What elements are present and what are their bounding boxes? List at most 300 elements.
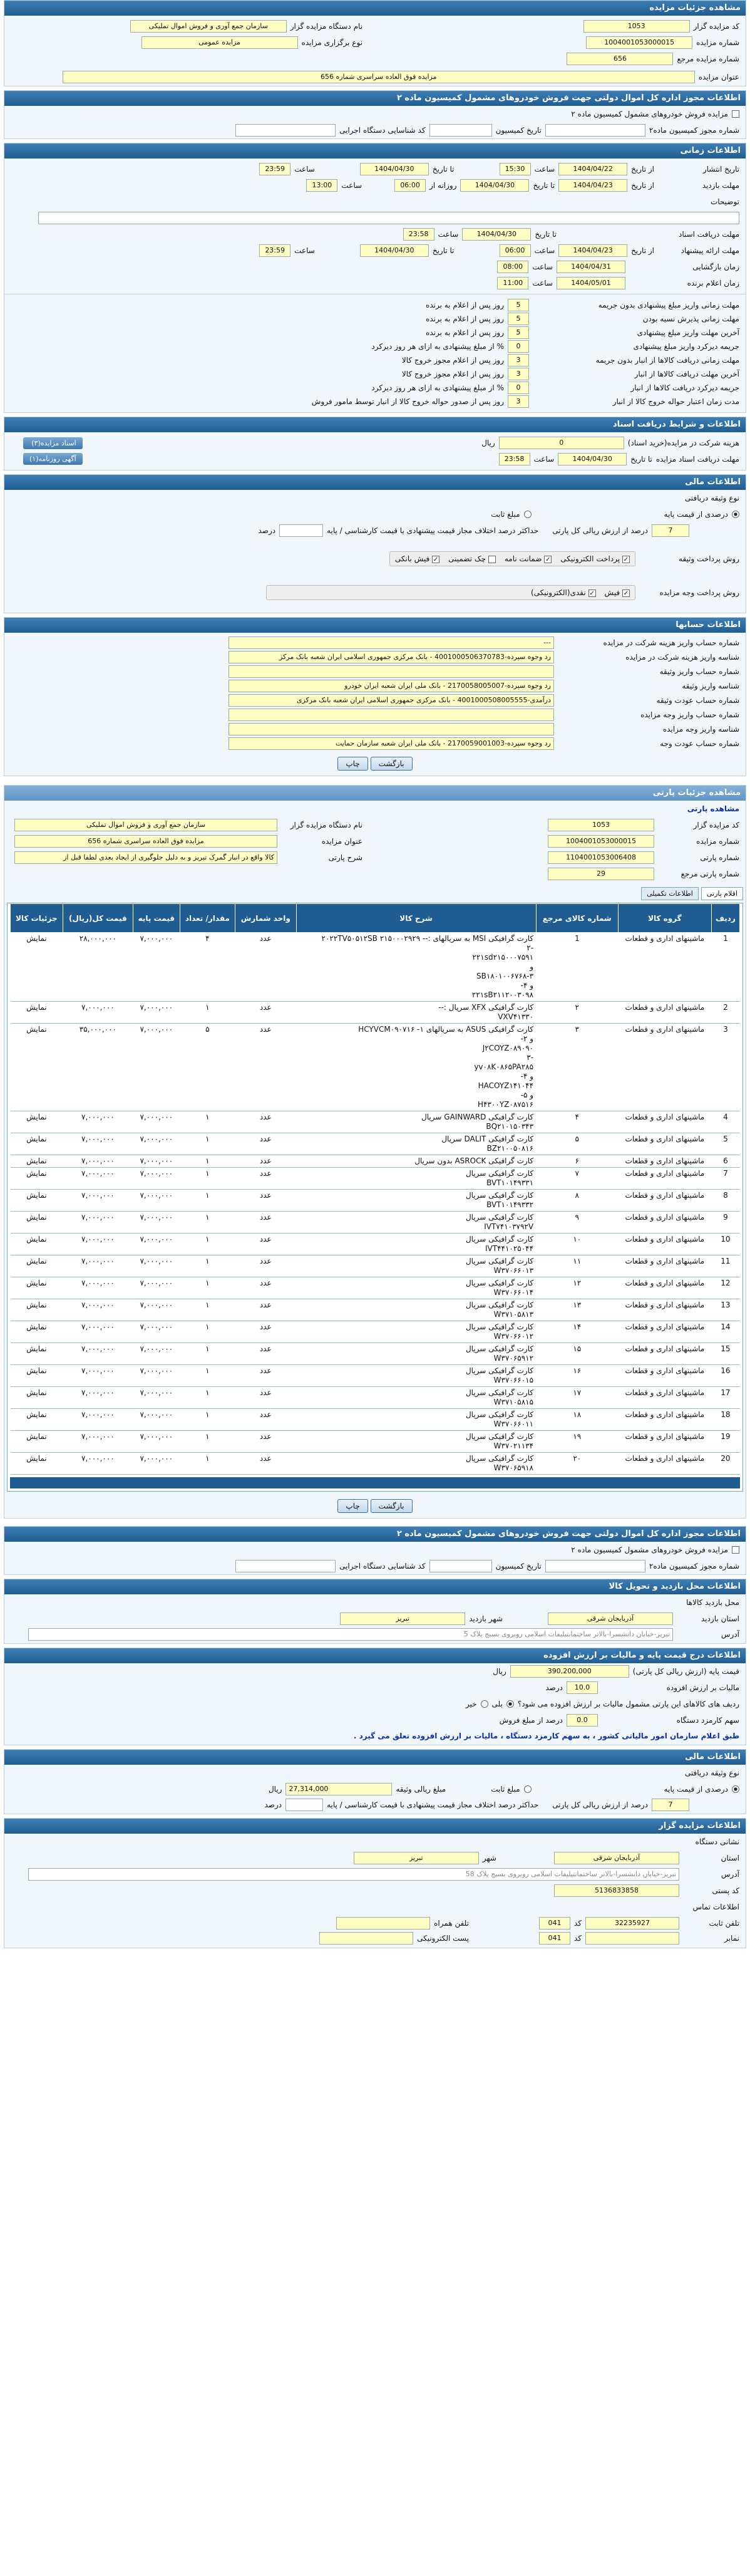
cell-p: ۷,۰۰۰,۰۰۰ <box>133 1365 180 1387</box>
cell-t: ۷,۰۰۰,۰۰۰ <box>63 1409 133 1431</box>
party-back-button[interactable]: بازگشت <box>371 1499 413 1513</box>
rule-label: آخرین مهلت واریز مبلغ پیشنهادی <box>637 328 739 337</box>
label: فیش <box>604 588 620 597</box>
vat-note: طبق اعلام سازمان امور مالیاتی کشور ، به سهم کارمزد دستگاه ، مالیات بر ارزش افزوده تعلق می گیرد . <box>353 1731 739 1740</box>
cell-q: ۱ <box>180 1453 235 1475</box>
base-price-field: 390,200,000 <box>510 1665 629 1678</box>
label: کد مزایده گزار <box>693 22 739 31</box>
account-row <box>4 722 746 736</box>
license2-section <box>4 1526 746 1575</box>
cell-p: ۷,۰۰۰,۰۰۰ <box>133 1321 180 1343</box>
cell-p: ۷,۰۰۰,۰۰۰ <box>133 1024 180 1111</box>
cell-t: ۷,۰۰۰,۰۰۰ <box>63 1255 133 1277</box>
commission-date-field <box>429 124 492 137</box>
cell-q: ۴ <box>180 933 235 1002</box>
label: از تاریخ <box>631 165 654 174</box>
account-row <box>4 693 746 707</box>
cell-g: ماشینهای اداری و قطعات <box>618 1255 711 1277</box>
cell-u: عدد <box>235 1190 296 1212</box>
finance2-section <box>4 1749 746 1814</box>
cell-p: ۷,۰۰۰,۰۰۰ <box>133 1168 180 1190</box>
column-header: قیمت کل(ریال) <box>63 904 133 933</box>
section-header: اطلاعات محل بازدید و تحویل کالا <box>4 1579 746 1594</box>
commission-checkbox[interactable] <box>732 110 739 118</box>
cell-d: کارت گرافیکی سریال BVT۱۰۱۴۹۳۳۱ <box>296 1168 536 1190</box>
cell-g: ماشینهای اداری و قطعات <box>618 933 711 1002</box>
cell-t: ۷,۰۰۰,۰۰۰ <box>63 1002 133 1024</box>
cell-t: ۷,۰۰۰,۰۰۰ <box>63 1190 133 1212</box>
account-label: شماره حساب واریز وجه مزایده <box>640 710 739 719</box>
cell-d: کارت گرافیکی سریال W۳۷۰۶۶۰۱۴ <box>296 1277 536 1299</box>
cell-r: ۲۰ <box>536 1453 618 1475</box>
label: کد مزایده گزار <box>693 821 739 829</box>
subsection-title: مشاهده پارتی <box>687 804 739 813</box>
show-link[interactable]: نمایش <box>11 1321 63 1343</box>
cash-checkbox[interactable] <box>588 589 596 597</box>
table-row <box>11 1212 740 1233</box>
cell-p: ۷,۰۰۰,۰۰۰ <box>133 1002 180 1024</box>
label: هزینه شرکت در مزایده(خرید اسناد) <box>627 439 739 447</box>
timing-rule-row <box>4 298 746 312</box>
cell-g: ماشینهای اداری و قطعات <box>618 1277 711 1299</box>
label: ریال <box>481 439 495 447</box>
section-header: اطلاعات مزایده گزار <box>4 1819 746 1834</box>
account-label: شناسه واریز وجه مزایده <box>662 724 739 734</box>
winner-date: 1404/05/01 <box>557 277 625 289</box>
label: تا تاریخ <box>630 455 652 464</box>
receipt-checkbox[interactable] <box>622 589 630 597</box>
cell-u: عدد <box>235 1365 296 1387</box>
label: اطلاعات تماس <box>692 1903 739 1911</box>
rule-value: 5 <box>508 313 529 325</box>
cell-r: ۱۱ <box>536 1255 618 1277</box>
table-row <box>11 1409 740 1431</box>
cell-n: 19 <box>711 1431 739 1453</box>
cell-p: ۷,۰۰۰,۰۰۰ <box>133 1409 180 1431</box>
account-row <box>4 650 746 664</box>
cell-u: عدد <box>235 1321 296 1343</box>
account-value: درآمدی-4001000508005555 - بانک مرکزی جمهوری اسلامی ایران شعبه بانک مرکزی <box>229 694 554 707</box>
visit-from-date: 1404/04/23 <box>558 179 627 192</box>
label: نوع وثیقه دریافتی <box>684 494 739 502</box>
show-link[interactable]: نمایش <box>11 1365 63 1387</box>
label: ساعت <box>532 279 553 288</box>
show-link[interactable]: نمایش <box>11 1168 63 1190</box>
rule-unit: روز پس از اعلام به برنده <box>426 328 504 337</box>
label: سهم کارمزد دستگاه <box>676 1716 739 1725</box>
cell-r: 1 <box>536 933 618 1002</box>
cell-d: کارت گرافیکی سریال IVT۴۴۱۰۲۵۰۴۴ <box>296 1233 536 1255</box>
cell-d: کارت گرافیکی سریال W۳۷۰۶۶۰۱۳ <box>296 1255 536 1277</box>
label: زمان بازگشایی <box>692 262 739 271</box>
account-row <box>4 707 746 722</box>
account-row <box>4 664 746 678</box>
accounts-list <box>4 633 746 753</box>
cell-p: ۷,۰۰۰,۰۰۰ <box>133 1190 180 1212</box>
cell-g: ماشینهای اداری و قطعات <box>618 1024 711 1111</box>
cheque-checkbox[interactable] <box>488 556 496 563</box>
rule-label: آخرین مهلت دریافت کالاها از انبار <box>634 370 739 378</box>
cell-g: ماشینهای اداری و قطعات <box>618 1409 711 1431</box>
mobile-field <box>336 1917 430 1929</box>
label: ساعت <box>533 455 555 464</box>
label: چک تضمینی <box>448 554 486 563</box>
label: قیمت پایه (ارزش ریالی کل پارتی) <box>632 1667 739 1676</box>
section-header: اطلاعات مالی <box>4 1750 746 1765</box>
label: استان <box>721 1854 739 1862</box>
cell-t: ۷,۰۰۰,۰۰۰ <box>63 1133 133 1155</box>
winner-time: 11:00 <box>497 277 528 289</box>
cell-t: ۷,۰۰۰,۰۰۰ <box>63 1321 133 1343</box>
timing-rules <box>4 294 746 412</box>
cell-u: عدد <box>235 1431 296 1453</box>
visit-province-field: آذربایجان شرقی <box>548 1613 673 1625</box>
label: حداکثر درصد اختلاف مجاز قیمت پیشنهادی با قیمت کارشناسی / پایه <box>327 1800 539 1809</box>
seller-province-field: آذربایجان شرقی <box>554 1852 679 1864</box>
cell-t: ۷,۰۰۰,۰۰۰ <box>63 1168 133 1190</box>
tab-extra-info[interactable]: اطلاعات تکمیلی <box>641 887 699 900</box>
vat-no-radio[interactable] <box>481 1700 488 1708</box>
label: ساعت <box>294 165 315 174</box>
section-header: اطلاعات مجوز اداره کل اموال دولتی جهت فروش خودروهای مشمول کمیسیون ماده ۲ <box>4 1527 746 1542</box>
party-print-button[interactable]: چاپ <box>337 1499 367 1513</box>
column-header: شماره کالای مرجع <box>536 904 618 933</box>
bank-receipt-checkbox[interactable] <box>432 556 439 563</box>
cell-d: کارت گرافیکی سریال W۳۷۰۶۶۰۱۵ <box>296 1365 536 1387</box>
label: تاریخ انتشار <box>702 165 739 174</box>
column-header: جزئیات کالا <box>11 904 63 933</box>
rule-value: 5 <box>508 326 529 339</box>
cell-d: کارت گرافیکی سریال W۳۷۰۶۶۰۱۲ <box>296 1321 536 1343</box>
column-header: مقدار/ تعداد <box>180 904 235 933</box>
label: کد شناسایی دستگاه اجرایی <box>339 126 426 135</box>
cell-d: کارت گرافیکی سریال W۳۷۰۶۵۹۱۸ <box>296 1453 536 1475</box>
rule-unit: روز پس از صدور حواله خروج کالا از انبار توسط مامور فروش <box>311 397 504 406</box>
cell-r: ۱۳ <box>536 1299 618 1321</box>
percent-radio[interactable] <box>732 511 739 518</box>
cell-q: ۱ <box>180 1277 235 1299</box>
label: کد <box>573 1933 582 1943</box>
cell-r: ۱۲ <box>536 1277 618 1299</box>
cell-p: ۷,۰۰۰,۰۰۰ <box>133 1343 180 1365</box>
timing-rule-row <box>4 353 746 367</box>
column-header: ردیف <box>711 904 739 933</box>
label: تا تاریخ <box>432 246 455 255</box>
items-table <box>10 903 740 1475</box>
fax-field <box>585 1932 679 1945</box>
account-value <box>229 709 554 721</box>
table-row <box>11 1453 740 1475</box>
label: مبلغ ثابت <box>491 1785 520 1794</box>
exec2-id-field <box>235 1560 336 1572</box>
label: شهر <box>482 1854 496 1862</box>
party-description: کالا واقع در انبار گمرک تبریز و به دلیل جلوگیری از ایجاد بعدی لطفا قبل از <box>14 851 277 864</box>
label: شماره مجوز کمیسیون ماده۲ <box>649 126 739 135</box>
max-diff-field <box>279 524 323 537</box>
label: درصد <box>258 526 276 535</box>
label: روش پرداخت وثیقه <box>679 554 739 563</box>
account-row <box>4 635 746 650</box>
cell-q: ۱ <box>180 1321 235 1343</box>
cell-g: ماشینهای اداری و قطعات <box>618 1343 711 1365</box>
rule-label: مهلت زمانی واریز مبلغ پیشنهادی بدون جریمه <box>598 301 739 309</box>
rule-label: جریمه دیرکرد واریز مبلغ پیشنهادی <box>633 342 739 351</box>
cell-r: ۶ <box>536 1155 618 1168</box>
table-row <box>11 1365 740 1387</box>
cell-q: ۱ <box>180 1255 235 1277</box>
cell-n: 15 <box>711 1343 739 1365</box>
label: درصدی از قیمت پایه <box>664 1785 728 1794</box>
table-row <box>11 1168 740 1190</box>
show-link[interactable]: نمایش <box>11 1453 63 1475</box>
open-date: 1404/04/31 <box>557 261 625 273</box>
timing-rule-row <box>4 381 746 395</box>
show-link[interactable]: نمایش <box>11 1431 63 1453</box>
location-section <box>4 1579 746 1644</box>
party-auction-number: 1004001053000015 <box>548 835 654 848</box>
show-link[interactable]: نمایش <box>11 1277 63 1299</box>
label: استان بازدید <box>701 1614 739 1623</box>
accounts-section <box>4 617 746 776</box>
label: شماره پارتی <box>700 853 739 862</box>
label: توضیحات <box>710 197 739 206</box>
cell-q: ۱ <box>180 1233 235 1255</box>
cell-t: ۷,۰۰۰,۰۰۰ <box>63 1387 133 1409</box>
cell-q: ۱ <box>180 1343 235 1365</box>
cell-u: عدد <box>235 1002 296 1024</box>
cell-u: عدد <box>235 1343 296 1365</box>
label: زمان اعلام برنده <box>687 279 739 288</box>
cell-r: ۱۷ <box>536 1387 618 1409</box>
label: مهلت ارائه پیشنهاد <box>681 246 739 255</box>
cell-p: ۷,۰۰۰,۰۰۰ <box>133 933 180 1002</box>
show-link[interactable]: نمایش <box>11 1002 63 1024</box>
cell-d: کارت گرافیکی سریال BVT۱۰۱۴۹۳۳۲ <box>296 1190 536 1212</box>
label: خیر <box>465 1700 477 1708</box>
percent2-radio[interactable] <box>732 1785 739 1793</box>
party-tabs <box>4 885 746 903</box>
cell-u: عدد <box>235 1212 296 1233</box>
rule-value: 3 <box>508 395 529 408</box>
table-row <box>11 1277 740 1299</box>
cell-p: ۷,۰۰۰,۰۰۰ <box>133 1431 180 1453</box>
section-header: اطلاعات مالی <box>4 475 746 490</box>
column-header: قیمت پایه <box>133 904 180 933</box>
show-link[interactable]: نمایش <box>11 1387 63 1409</box>
cell-q: ۱ <box>180 1133 235 1155</box>
label: ساعت <box>534 246 555 255</box>
show-link[interactable]: نمایش <box>11 1111 63 1133</box>
cell-g: ماشینهای اداری و قطعات <box>618 1111 711 1133</box>
print-button[interactable]: چاپ <box>337 757 367 771</box>
show-link[interactable]: نمایش <box>11 1024 63 1111</box>
cell-d: کارت گرافیکی ASROCK بدون سریال <box>296 1155 536 1168</box>
label: شرح پارتی <box>328 853 362 862</box>
show-link[interactable]: نمایش <box>11 1190 63 1212</box>
timing-rule-row <box>4 367 746 381</box>
label: تاریخ کمیسیون <box>495 126 542 135</box>
cell-r: ۱۹ <box>536 1431 618 1453</box>
publish-to-time: 23:59 <box>259 163 290 175</box>
cell-t: ۳۵,۰۰۰,۰۰۰ <box>63 1024 133 1111</box>
label: کد شناسایی دستگاه اجرایی <box>339 1562 426 1571</box>
account-value: رد وجوه سپرده-2170059001003 - بانک ملی ایران شعبه سازمان حمایت <box>229 737 554 750</box>
guarantee-letter-checkbox[interactable] <box>544 556 552 563</box>
table-row <box>11 1387 740 1409</box>
offer-to-time: 23:59 <box>259 244 290 257</box>
cell-u: عدد <box>235 1133 296 1155</box>
table-row <box>11 1321 740 1343</box>
label: ساعت <box>532 262 553 271</box>
party-number: 1104001053006408 <box>548 851 654 864</box>
visit-to-time: 13:00 <box>306 179 337 192</box>
cell-u: عدد <box>235 1155 296 1168</box>
label: تا تاریخ <box>533 181 555 190</box>
label: محل بازدید کالاها <box>686 1598 739 1607</box>
table-footer <box>10 1477 740 1488</box>
postal-code-field: 5136833858 <box>554 1884 679 1897</box>
rule-value: 3 <box>508 368 529 380</box>
cell-d: کارت گرافیکی XFX سریال :-- VXV۴۱۳۳۰ <box>296 1002 536 1024</box>
cell-g: ماشینهای اداری و قطعات <box>618 1133 711 1155</box>
show-link[interactable]: نمایش <box>11 1255 63 1277</box>
offer-to-date: 1404/04/30 <box>360 244 429 257</box>
cell-g: ماشینهای اداری و قطعات <box>618 1299 711 1321</box>
cell-d: کارت گرافیکی DALIT سریال BZ۲۱۰۰۵۰۸۱۶ <box>296 1133 536 1155</box>
auctioneer-name-field: سازمان جمع آوری و فروش اموال تملیکی <box>130 20 287 33</box>
cell-d: کارت گرافیکی GAINWARD سریال BQ۲۱۰۱۵۰۳۴۳ <box>296 1111 536 1133</box>
account-label: شناسه واریز هزینه شرکت در مزایده <box>625 652 739 662</box>
cell-r: ۹ <box>536 1212 618 1233</box>
label: آدرس <box>721 1629 739 1639</box>
cell-t: ۷,۰۰۰,۰۰۰ <box>63 1277 133 1299</box>
guarantee-percent-field: 7 <box>652 524 689 537</box>
cell-d: کارت گرافیکی سریال W۳۷۱۰۵۸۱۵ <box>296 1387 536 1409</box>
cell-p: ۷,۰۰۰,۰۰۰ <box>133 1299 180 1321</box>
account-label: شماره حساب واریز هزینه شرکت در مزایده <box>603 638 739 647</box>
cell-r: ۴ <box>536 1111 618 1133</box>
timing-section <box>4 143 746 413</box>
label: تاریخ کمیسیون <box>495 1562 542 1571</box>
label: مبلغ ثابت <box>491 510 520 519</box>
show-link[interactable]: نمایش <box>11 1409 63 1431</box>
cell-g: ماشینهای اداری و قطعات <box>618 1190 711 1212</box>
show-link[interactable]: نمایش <box>11 933 63 1002</box>
cell-n: 18 <box>711 1409 739 1431</box>
timing-rule-row <box>4 326 746 340</box>
show-link[interactable]: نمایش <box>11 1343 63 1365</box>
rule-unit: روز پس از اعلام به برنده <box>426 301 504 309</box>
cell-q: ۱ <box>180 1002 235 1024</box>
cell-q: ۱ <box>180 1212 235 1233</box>
cell-u: عدد <box>235 1024 296 1111</box>
account-label: شماره حساب عودت وثیقه <box>656 695 739 705</box>
cell-n: 9 <box>711 1212 739 1233</box>
cell-r: ۷ <box>536 1168 618 1190</box>
label: ریال <box>268 1785 282 1794</box>
tax-section <box>4 1648 746 1745</box>
show-link[interactable]: نمایش <box>11 1233 63 1255</box>
cell-d: کارت گرافیکی سریال W۳۷۰۲۱۱۳۴ <box>296 1431 536 1453</box>
show-link[interactable]: نمایش <box>11 1155 63 1168</box>
auction-docs-button[interactable]: اسناد مزایده(۳) <box>23 437 83 449</box>
label: شماره پارتی مرجع <box>681 870 739 878</box>
cell-r: ۲ <box>536 1002 618 1024</box>
fixed2-radio[interactable] <box>524 1785 532 1793</box>
label: نقدی(الکترونیکی) <box>530 588 586 597</box>
cell-r: ۱۰ <box>536 1233 618 1255</box>
back-button[interactable]: بازگشت <box>371 757 413 771</box>
cell-u: عدد <box>235 1277 296 1299</box>
cell-g: ماشینهای اداری و قطعات <box>618 1212 711 1233</box>
cell-r: ۱۶ <box>536 1365 618 1387</box>
show-link[interactable]: نمایش <box>11 1212 63 1233</box>
account-value: رد وجوه سپرده-4001000506370783 - بانک مرکزی جمهوری اسلامی ایران شعبه بانک مرکز <box>229 651 554 663</box>
docs-to-time: 23:58 <box>403 228 434 241</box>
account-value <box>229 665 554 678</box>
cell-r: ۳ <box>536 1024 618 1111</box>
label: نمابر <box>724 1933 739 1943</box>
seller-city-field: تبریز <box>354 1852 479 1864</box>
section-header: اطلاعات و شرایط دریافت اسناد <box>4 417 746 432</box>
rule-label: مهلت زمانی دریافت کالاها از انبار بدون جریمه <box>595 356 739 365</box>
show-link[interactable]: نمایش <box>11 1133 63 1155</box>
cell-g: ماشینهای اداری و قطعات <box>618 1321 711 1343</box>
rule-value: 3 <box>508 354 529 366</box>
cell-p: ۷,۰۰۰,۰۰۰ <box>133 1453 180 1475</box>
cell-t: ۷,۰۰۰,۰۰۰ <box>63 1365 133 1387</box>
label: پست الکترونیکی <box>417 1933 469 1943</box>
table-row <box>11 1190 740 1212</box>
label: شماره مزایده مرجع <box>677 55 739 63</box>
label: ساعت <box>341 181 362 190</box>
fixed-radio[interactable] <box>524 511 532 518</box>
section-header: اطلاعات حسابها <box>4 618 746 633</box>
table-row <box>11 1155 740 1168</box>
vat-yes-radio[interactable] <box>506 1700 514 1708</box>
label: روزانه از <box>429 181 457 190</box>
cell-r: ۸ <box>536 1190 618 1212</box>
cell-d: کارت گرافیکی MSI به سریالهای :-- ۲۰۲۲TV۵۰۵۱۲SB ۲۱۵۰۰۰۲۹۲۹ -۲ ۲۲۱sd۲۱۵۰۰۰۷۵۹۱ و SB۱۸۰۱۰۰۶۷۶۸-۳ و ۴- ۲۲۱sB۲۱۱۲۰۰۳۰۹۸ <box>296 933 536 1002</box>
tab-party-items[interactable]: اقلام پارتی <box>701 887 743 900</box>
commission2-checkbox[interactable] <box>732 1546 739 1554</box>
party-auctioneer-code: 1053 <box>548 819 654 831</box>
cell-n: 10 <box>711 1233 739 1255</box>
newspaper-ad-button[interactable]: آگهی روزنامه(۱) <box>23 453 83 465</box>
license-section <box>4 90 746 139</box>
label: مزایده فروش خودروهای مشمول کمیسیون ماده ۲ <box>571 110 728 118</box>
cell-p: ۷,۰۰۰,۰۰۰ <box>133 1155 180 1168</box>
account-row <box>4 678 746 693</box>
cell-n: 1 <box>711 933 739 1002</box>
cell-p: ۷,۰۰۰,۰۰۰ <box>133 1255 180 1277</box>
cell-g: ماشینهای اداری و قطعات <box>618 1365 711 1387</box>
cell-n: 4 <box>711 1111 739 1133</box>
label: تلفن ثابت <box>709 1919 739 1928</box>
cell-n: 5 <box>711 1133 739 1155</box>
label: نام دستگاه مزایده گزار <box>290 22 362 31</box>
cell-q: ۱ <box>180 1365 235 1387</box>
show-link[interactable]: نمایش <box>11 1299 63 1321</box>
docs-deadline-date: 1404/04/30 <box>558 453 627 465</box>
seller-section <box>4 1818 746 1948</box>
table-row <box>11 1024 740 1111</box>
cell-g: ماشینهای اداری و قطعات <box>618 1168 711 1190</box>
cell-n: 3 <box>711 1024 739 1111</box>
electronic-payment-checkbox[interactable] <box>622 556 630 563</box>
cell-t: ۷,۰۰۰,۰۰۰ <box>63 1155 133 1168</box>
column-header: واحد شمارش <box>235 904 296 933</box>
